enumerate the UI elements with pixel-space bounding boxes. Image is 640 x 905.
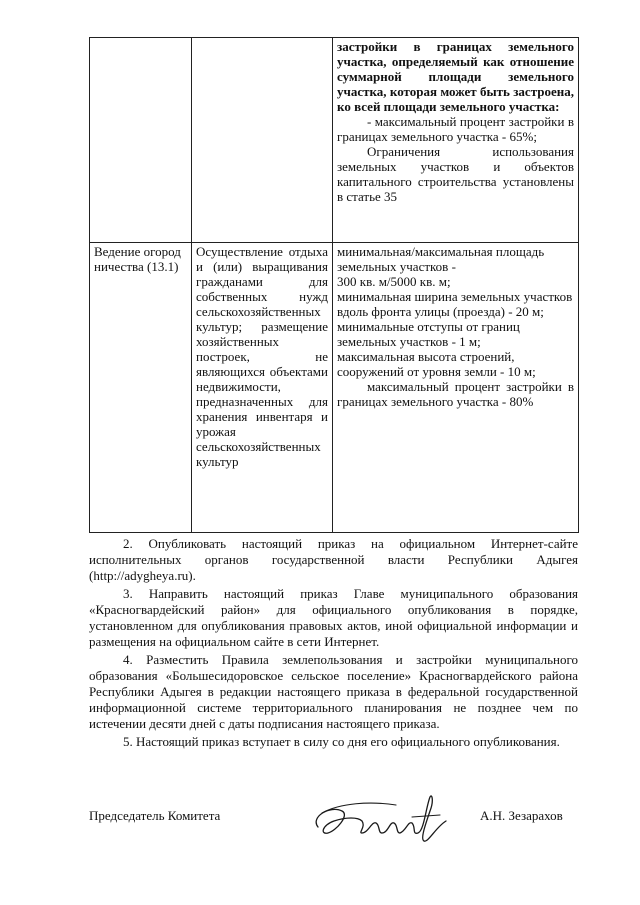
parameter-text: минимальная/максимальная площадь земельных участков -: [337, 244, 545, 274]
paragraph-publish: 2. Опубликовать настоящий приказ на официальном Интернет-сайте исполнительных органов государственной власти Республики Адыгея (http://adygheya.ru).: [89, 536, 578, 583]
description-text: Осуществление отдыха и (или) выращивания гражданами для собственных нужд сельскохозяйственных культур; размещение хозяйственных построек, не являющихся объектами недвижимости, предназначенных для хранения инвентаря и урожая сельскохозяйственных культур: [196, 244, 328, 469]
table-cell-empty: [90, 38, 192, 243]
table-cell-land-use-type: [90, 243, 192, 533]
table-cell-empty: [192, 38, 333, 243]
parameter-text: минимальные отступы от границ земельных участков - 1 м;: [337, 319, 520, 349]
table-cell-parameters: [333, 243, 579, 533]
parameter-text: - максимальный процент застройки в границах земельного участка - 65%;: [337, 114, 574, 144]
signatory-position: Председатель Комитета: [89, 808, 221, 823]
parameter-text: минимальная ширина земельных участков вдоль фронта улицы (проезда) - 20 м;: [337, 289, 573, 319]
regulations-table: [89, 37, 579, 533]
parameter-text: максимальный процент застройки в границах земельного участка - 80%: [337, 379, 574, 409]
table-row: [90, 38, 579, 243]
paragraph-effective: 5. Настоящий приказ вступает в силу со дня его официального опубликования.: [123, 734, 560, 749]
paragraph-send: 3. Направить настоящий приказ Главе муниципального образования «Красногвардейский район» для официального опубликования в порядке, установленном для опубликования правовых актов, иной официальной информации и размещения на официальном сайте в сети Интернет.: [89, 586, 578, 649]
parameter-text: 300 кв. м/5000 кв. м;: [337, 274, 451, 289]
signatory-name: А.Н. Зезарахов: [480, 808, 563, 823]
table-cell-parameters: [333, 38, 579, 243]
handwritten-signature: [300, 787, 460, 847]
table-row: [90, 243, 579, 533]
parameter-bold-text: застройки в границах земельного участка, определяемый как отношение суммарной площади земельного участка, которая может быть застроена, ко всей площади земельного участка:: [337, 39, 574, 114]
table-cell-description: [192, 243, 333, 533]
parameter-text: Ограничения использования земельных участков и объектов капитального строительства установлены в статье 35: [337, 144, 574, 204]
land-use-type-text: Ведение огородничества (13.1): [94, 244, 181, 274]
paragraph-place: 4. Разместить Правила землепользования и застройки муниципального образования «Большесидоровское сельское поселение» Красногвардейского района Республики Адыгея в редакции настоящего приказа в федеральной государственной информационной системе территориального планирования не позднее чем по истечении десяти дней с даты подписания настоящего приказа.: [89, 652, 578, 731]
parameter-text: максимальная высота строений, сооружений от уровня земли - 10 м;: [337, 349, 536, 379]
